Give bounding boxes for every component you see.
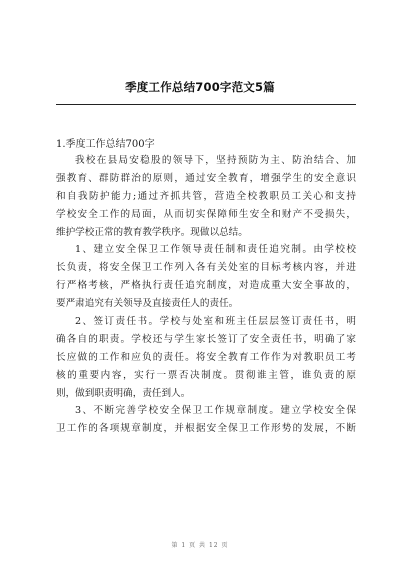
paragraph-line: 2、签订责任书。学校与处室和班主任层层签订责任书，明 bbox=[75, 316, 356, 327]
paragraph-line: 长应做的工作和应负的责任。将安全教育工作作为对教职员工考 bbox=[56, 351, 356, 363]
title-divider bbox=[56, 104, 356, 105]
paragraph-line: 卫工作的各项规章制度，并根据安全保卫工作形势的发展，不断 bbox=[56, 422, 356, 434]
paragraph-line: 强教育、群防群治的原则，通过安全教育，增强学生的安全意识 bbox=[56, 172, 356, 184]
section-heading: 1.季度工作总结700字 bbox=[56, 139, 155, 150]
paragraph-line: 核的重要内容，实行一票否决制度。贯彻谁主管，谁负责的原 bbox=[56, 369, 356, 381]
paragraph-line: 我校在县局安稳股的领导下，坚持预防为主、防治结合、加 bbox=[75, 155, 356, 166]
paragraph-intro bbox=[56, 152, 356, 241]
paragraph-line: 维护学校正常的教育教学秩序。现做以总结。 bbox=[56, 226, 248, 238]
paragraph-line: 要严肃追究有关领导及直接责任人的责任。 bbox=[56, 297, 239, 309]
paragraph-line: 长负责，将安全保卫工作列入各有关处室的目标考核内容，并进 bbox=[56, 261, 356, 273]
paragraph-line: 确各自的职责。学校还与学生家长签订了安全责任书，明确了家 bbox=[56, 333, 356, 345]
paragraph-line: 和自我防护能力;通过齐抓共管，营造全校教职员工关心和支持 bbox=[56, 190, 356, 202]
paragraph-item-1 bbox=[56, 241, 356, 313]
document-title: 季度工作总结700字范文5篇 bbox=[125, 80, 275, 94]
paragraph-line: 行严格考核，严格执行责任追究制度，对造成重大安全事故的， bbox=[56, 279, 356, 291]
paragraph-item-2 bbox=[56, 313, 356, 402]
paragraph-line: 学校安全工作的局面，从而切实保障师生安全和财产不受损失， bbox=[56, 208, 356, 220]
page-footer: 第 1 页 共 12 页 bbox=[171, 542, 229, 549]
paragraph-line: 3、不断完善学校安全保卫工作规章制度。建立学校安全保 bbox=[75, 405, 356, 416]
paragraph-line: 则，做到职责明确，责任到人。 bbox=[56, 387, 191, 399]
paragraph-line: 1、建立安全保卫工作领导责任制和责任追究制。由学校校 bbox=[75, 244, 356, 255]
paragraph-item-3 bbox=[56, 402, 356, 438]
